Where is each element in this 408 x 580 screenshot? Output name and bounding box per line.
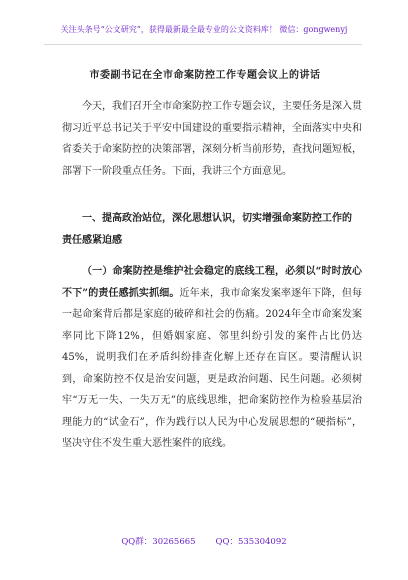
subsection-body: 近年来，我市命案发案率逐年下降，但每一起命案背后都是家庭的破碎和社会的伤痛。2024年全市命案发案率同比下降12%，但婚姻家庭、邻里纠纷引发的案件占比仍达45%，说明我们在矛盾纠纷排查化解上还存在盲区。要清醒认识到，命案防控不仅是治安问题，更是政治问题、民生问题。必须树牢“万无一失、一失万无”的底线思维，把命案防控作为检验基层治理能力的“试金石”，作为践行以人民为中心发展思想的“硬指标”，坚决守住不发生重大恶性案件的底线。	[62, 287, 362, 449]
section-heading: 一、提高政治站位，深化思想认识，切实增强命案防控工作的责任感紧迫感	[62, 213, 352, 246]
header-note: 关注头条号“公文研究”，获得最新最全最专业的公文资料库！ 微信：gongwenyj	[60, 25, 348, 34]
footer-contact	[0, 536, 408, 548]
header-divider	[44, 44, 362, 45]
footer-qq-group-2: QQ：535304092	[215, 537, 287, 547]
intro-paragraph: 今天，我们召开全市命案防控工作专题会议，主要任务是深入贯彻习近平总书记关于平安中国建设的重要指示精神，全面落实中央和省委关于命案防控的决策部署，深刻分析当前形势，查找问题短板，部署下一阶段重点任务。下面，我讲三个方面意见。	[62, 101, 362, 177]
footer-qq-group-1: QQ群：30265665	[121, 537, 196, 547]
document-title: 市委副书记在全市命案防控工作专题会议上的讲话	[89, 70, 321, 81]
subsection-paragraph	[62, 261, 362, 455]
subsection-lead: （一）命案防控是维护社会稳定的底线工程，必须以“时时放心不下”的责任感抓实抓细。	[62, 266, 362, 299]
